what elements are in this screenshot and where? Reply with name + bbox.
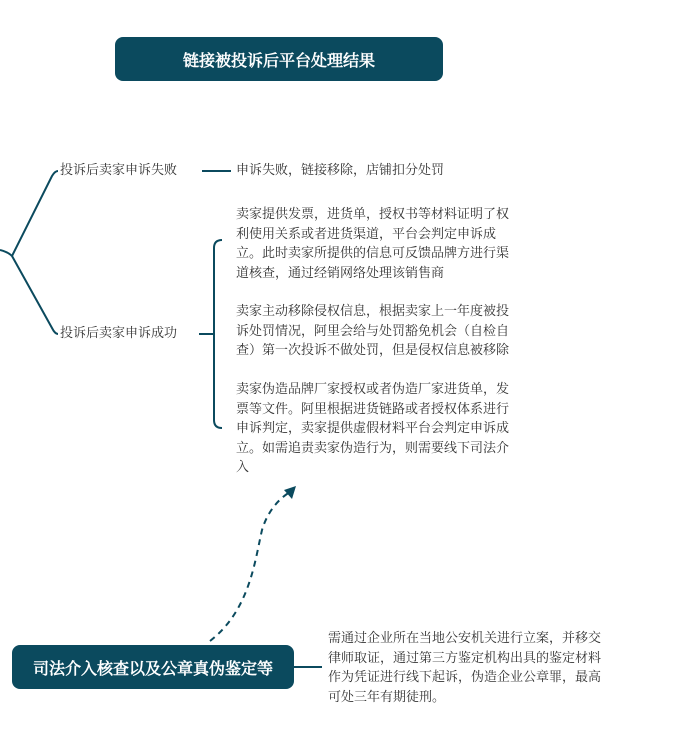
title-text: 链接被投诉后平台处理结果 [182, 50, 375, 70]
fail-branch-label: 投诉后卖家申诉失败 [60, 163, 178, 178]
success-item-2-line: 卖家主动移除侵权信息，根据卖家上一年度被投 [236, 304, 510, 319]
success-item-2 [236, 302, 509, 361]
success-item-3 [236, 380, 509, 478]
arrow-head-icon [284, 486, 296, 499]
title-box [115, 37, 443, 81]
fail-result-text: 申诉失败，链接移除，店铺扣分处罚 [236, 163, 445, 178]
branch-line-success [12, 256, 58, 334]
success-item-1-line: 立。此时卖家所提供的信息可反馈品牌方进行渠 [236, 246, 510, 261]
branch-line-fail [12, 171, 58, 256]
success-item-1-line: 利使用关系或者进货渠道，平台会判定申诉成 [236, 226, 497, 242]
success-item-3-line: 立。如需追责卖家伪造行为，则需要线下司法介 [236, 440, 510, 456]
success-bracket [214, 240, 222, 428]
success-item-2-line: 诉处罚情况，阿里会给与处罚豁免机会（自检自 [236, 323, 510, 339]
success-item-3-line: 票等文件。阿里根据进货链路或者授权体系进行 [236, 401, 510, 417]
success-item-3-line: 申诉判定，卖家提供虚假材料平台会判定申诉成 [236, 421, 510, 436]
success-item-1 [236, 205, 509, 283]
judicial-description-line: 律师取证，通过第三方鉴定机构出具的鉴定材料 [328, 650, 602, 666]
dashed-arrow [210, 492, 290, 641]
judicial-box-label: 司法介入核查以及公章真伪鉴定等 [32, 658, 273, 678]
success-item-3-line: 入 [236, 460, 250, 475]
success-item-1-line: 道核查，通过经销网络处理该销售商 [236, 265, 445, 281]
success-item-2-line: 查）第一次投诉不做处罚，但是侵权信息被移除 [236, 343, 510, 358]
judicial-description-line: 可处三年有期徒刑。 [328, 689, 446, 705]
success-item-3-line: 卖家伪造品牌厂家授权或者伪造厂家进货单，发 [236, 382, 510, 397]
root-connector [0, 250, 12, 256]
judicial-box [12, 645, 294, 689]
success-item-1-line: 卖家提供发票，进货单，授权书等材料证明了权 [236, 207, 510, 222]
judicial-description [328, 629, 601, 707]
success-branch-label: 投诉后卖家申诉成功 [60, 326, 178, 341]
judicial-description-line: 作为凭证进行线下起诉，伪造企业公章罪，最高 [328, 670, 602, 685]
judicial-description-line: 需通过企业所在当地公安机关进行立案，并移交 [328, 631, 602, 646]
